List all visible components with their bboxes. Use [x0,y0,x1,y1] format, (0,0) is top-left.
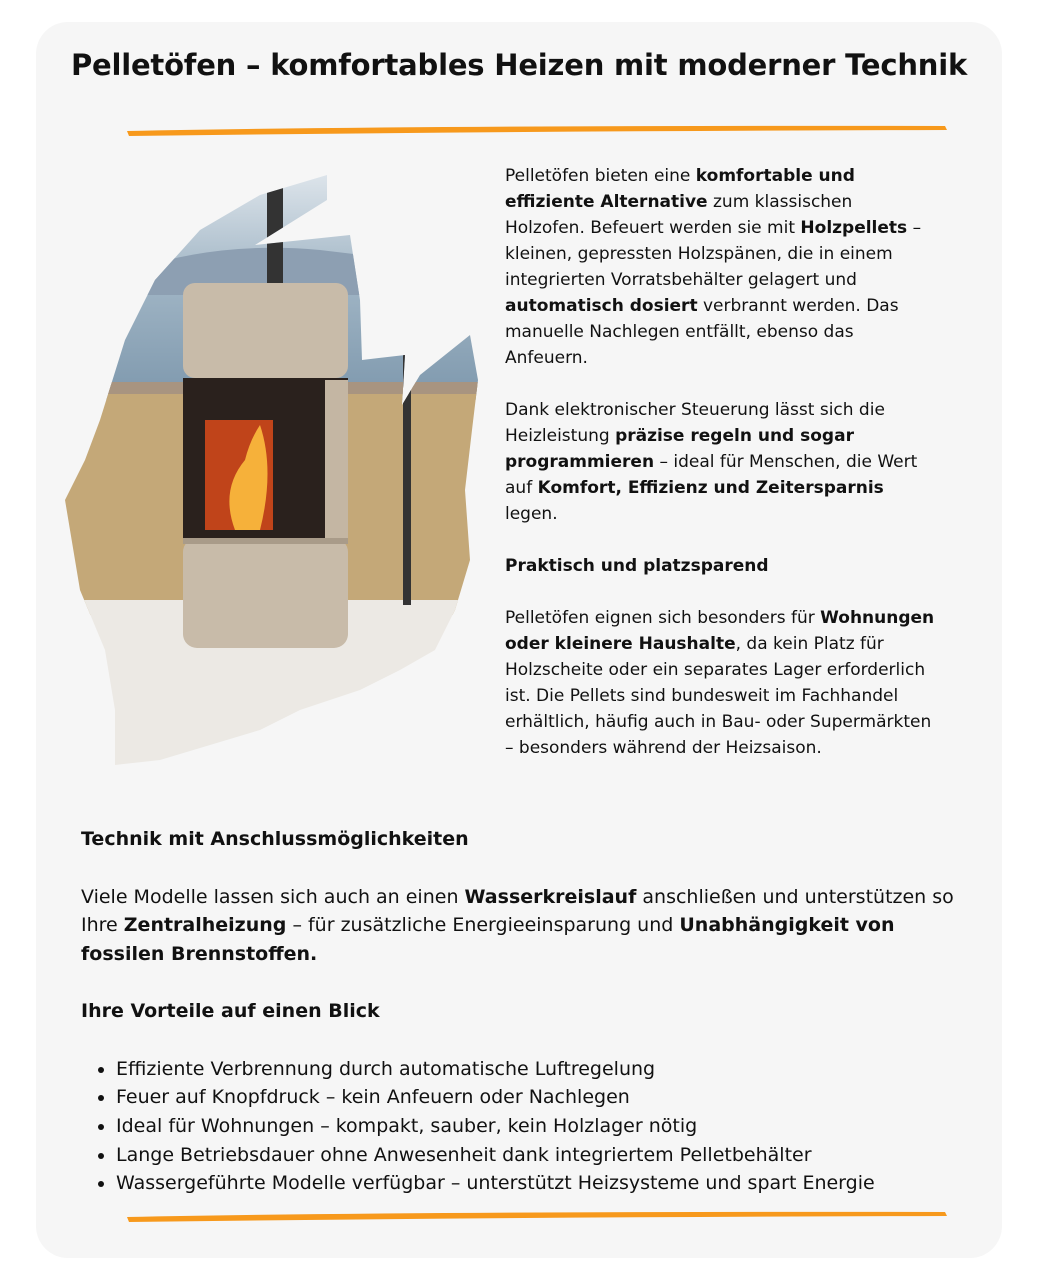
text-segment: – ideal für Menschen, die Wert auf [505,452,918,498]
paragraph [505,397,935,527]
paragraph [505,605,935,761]
benefit-item: • Ideal für Wohnungen – kompakt, sauber, kein Holzlager nötig [116,1112,981,1141]
paragraph [81,997,981,1026]
pellet-stove-image [60,170,485,770]
text-segment: Pelletöfen eignen sich besonders für [505,608,821,628]
bold-text: Wohnungen oder kleinere Haushalte [505,608,935,654]
text-segment: Pelletöfen bieten eine [505,166,696,186]
bold-text: Praktisch und platzsparend [505,556,769,576]
orange-divider-top [125,122,951,136]
bold-text: automatisch dosiert [505,296,698,316]
paragraph [81,825,981,854]
benefit-item: • Effiziente Verbrennung durch automatische Luftregelung [116,1055,981,1084]
benefit-item: • Lange Betriebsdauer ohne Anwesenheit dank integriertem Pelletbehälter [116,1141,981,1170]
text-segment: – für zusätzliche Energieeinsparung und [286,914,680,936]
bold-text: komfortable und effiziente Alternative [505,166,855,212]
text-segment: , da kein Platz für Holzscheite oder ein separates Lager erforderlich ist. Die Pellets sind bundesweit im Fachhandel erhältlich, häufig auch in Bau- oder Supermärkten – besonders während der Heizsaison. [505,634,932,758]
bold-text: Komfort, Effizienz und Zeitersparnis [537,478,884,498]
bold-text: Holzpellets [800,218,908,238]
orange-divider-bottom [125,1208,951,1222]
text-segment: Viele Modelle lassen sich auch an einen [81,885,465,908]
text-segment: anschließen und unterstützen so Ihre [81,885,954,936]
bold-text: Unabhängigkeit von fossilen Brennstoffen. [81,914,895,965]
page-title: Pelletöfen – komfortables Heizen mit moderner Technik [70,48,968,82]
text-segment: zum klassischen Holzofen. Befeuert werden sie mit [505,192,853,238]
benefit-item: • Wassergeführte Modelle verfügbar – unterstützt Heizsysteme und spart Energie [116,1169,981,1198]
benefits-list [81,1055,981,1199]
benefit-item: • Feuer auf Knopfdruck – kein Anfeuern oder Nachlegen [116,1083,981,1112]
bold-text: Zentralheizung [123,914,287,936]
text-segment: legen. [505,504,558,524]
text-segment: verbrannt werden. Das manuelle Nachlegen entfällt, ebenso das Anfeuern. [505,296,899,368]
text-segment: Dank elektronischer Steuerung lässt sich die Heizleistung [505,400,885,446]
intro-text [505,163,935,787]
paragraph [505,163,935,371]
bold-text: Wasserkreislauf [464,885,637,908]
paragraph [505,553,935,579]
paragraph [81,883,981,969]
text-segment: – kleinen, gepressten Holzspänen, die in einem integrierten Vorratsbehälter gelagert und [505,218,922,290]
details-section [81,825,981,1198]
bold-text: präzise regeln und sogar programmieren [505,426,854,472]
bold-text: Ihre Vorteile auf einen Blick [81,1000,380,1022]
bold-text: Technik mit Anschlussmöglichkeiten [81,828,469,850]
